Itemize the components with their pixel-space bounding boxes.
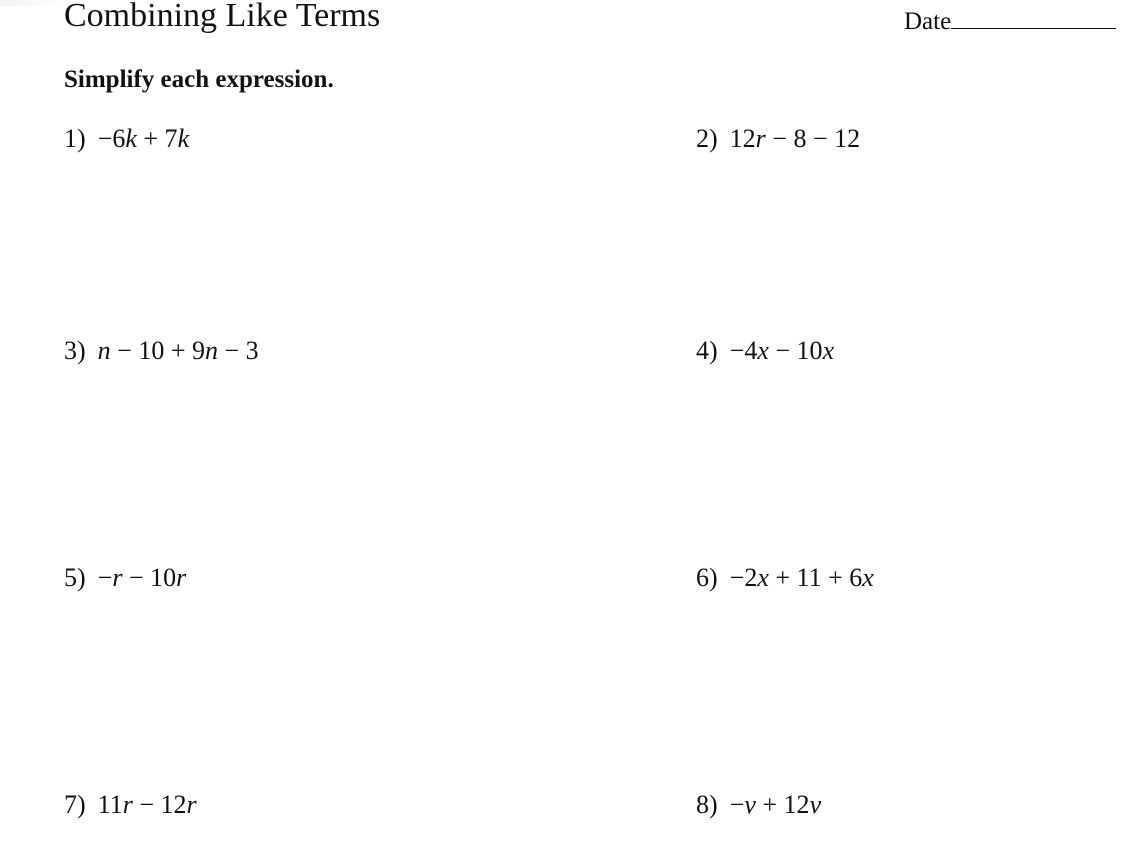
problem-8 bbox=[696, 788, 821, 822]
variable: x bbox=[757, 336, 769, 365]
term-text: −4 bbox=[729, 336, 758, 365]
problem-number: 4) bbox=[696, 336, 718, 365]
problem-4 bbox=[696, 334, 834, 368]
worksheet-title: Combining Like Terms bbox=[64, 0, 381, 34]
term-text: − 10 + 9 bbox=[110, 336, 205, 365]
instructions: Simplify each expression. bbox=[64, 66, 334, 93]
variable: r bbox=[176, 563, 187, 592]
problem-expression bbox=[98, 336, 259, 365]
problem-number: 6) bbox=[696, 563, 718, 592]
problem-number: 7) bbox=[64, 790, 86, 819]
page-corner-shade bbox=[0, 0, 70, 6]
problem-5 bbox=[64, 561, 186, 595]
term-text: − 12 bbox=[132, 790, 187, 819]
variable: r bbox=[755, 124, 766, 153]
problem-1 bbox=[64, 122, 189, 156]
problem-expression bbox=[98, 790, 197, 819]
date-blank-line[interactable] bbox=[951, 6, 1116, 29]
problem-expression bbox=[730, 336, 834, 365]
term-text: − 10 bbox=[122, 563, 177, 592]
problem-expression bbox=[730, 790, 821, 819]
variable: x bbox=[822, 336, 835, 365]
variable: x bbox=[757, 563, 769, 592]
problem-expression bbox=[98, 563, 187, 592]
term-text: + 11 + 6 bbox=[768, 563, 863, 592]
problem-number: 5) bbox=[64, 563, 86, 592]
term-text: − 8 − 12 bbox=[765, 124, 861, 153]
term-text: 12 bbox=[729, 124, 756, 153]
variable: r bbox=[112, 563, 123, 592]
problem-number: 3) bbox=[64, 336, 86, 365]
variable: v bbox=[809, 790, 822, 819]
variable: r bbox=[186, 790, 197, 819]
term-text: − 10 bbox=[768, 336, 823, 365]
variable: n bbox=[205, 336, 218, 365]
term-text: + 12 bbox=[755, 790, 810, 819]
variable: x bbox=[862, 563, 874, 592]
problem-number: 1) bbox=[64, 124, 86, 153]
term-text: − bbox=[97, 563, 113, 592]
date-label: Date bbox=[904, 8, 952, 35]
problem-expression bbox=[730, 124, 860, 153]
date-field[interactable] bbox=[904, 6, 1116, 38]
term-text: −6 bbox=[97, 124, 126, 153]
term-text: 11 bbox=[97, 790, 123, 819]
variable: k bbox=[125, 124, 137, 153]
term-text: + 7 bbox=[136, 124, 178, 153]
variable: r bbox=[122, 790, 133, 819]
term-text: − 3 bbox=[218, 336, 259, 365]
term-text: − bbox=[729, 790, 745, 819]
variable: k bbox=[177, 124, 190, 153]
term-text: −2 bbox=[729, 563, 758, 592]
problem-expression bbox=[98, 124, 189, 153]
problem-3 bbox=[64, 334, 259, 368]
problem-expression bbox=[730, 563, 874, 592]
variable: n bbox=[97, 336, 111, 365]
problem-number: 8) bbox=[696, 790, 718, 819]
problem-number: 2) bbox=[696, 124, 718, 153]
problem-6 bbox=[696, 561, 874, 595]
variable: v bbox=[744, 790, 756, 819]
problem-2 bbox=[696, 122, 860, 156]
problem-7 bbox=[64, 788, 197, 822]
